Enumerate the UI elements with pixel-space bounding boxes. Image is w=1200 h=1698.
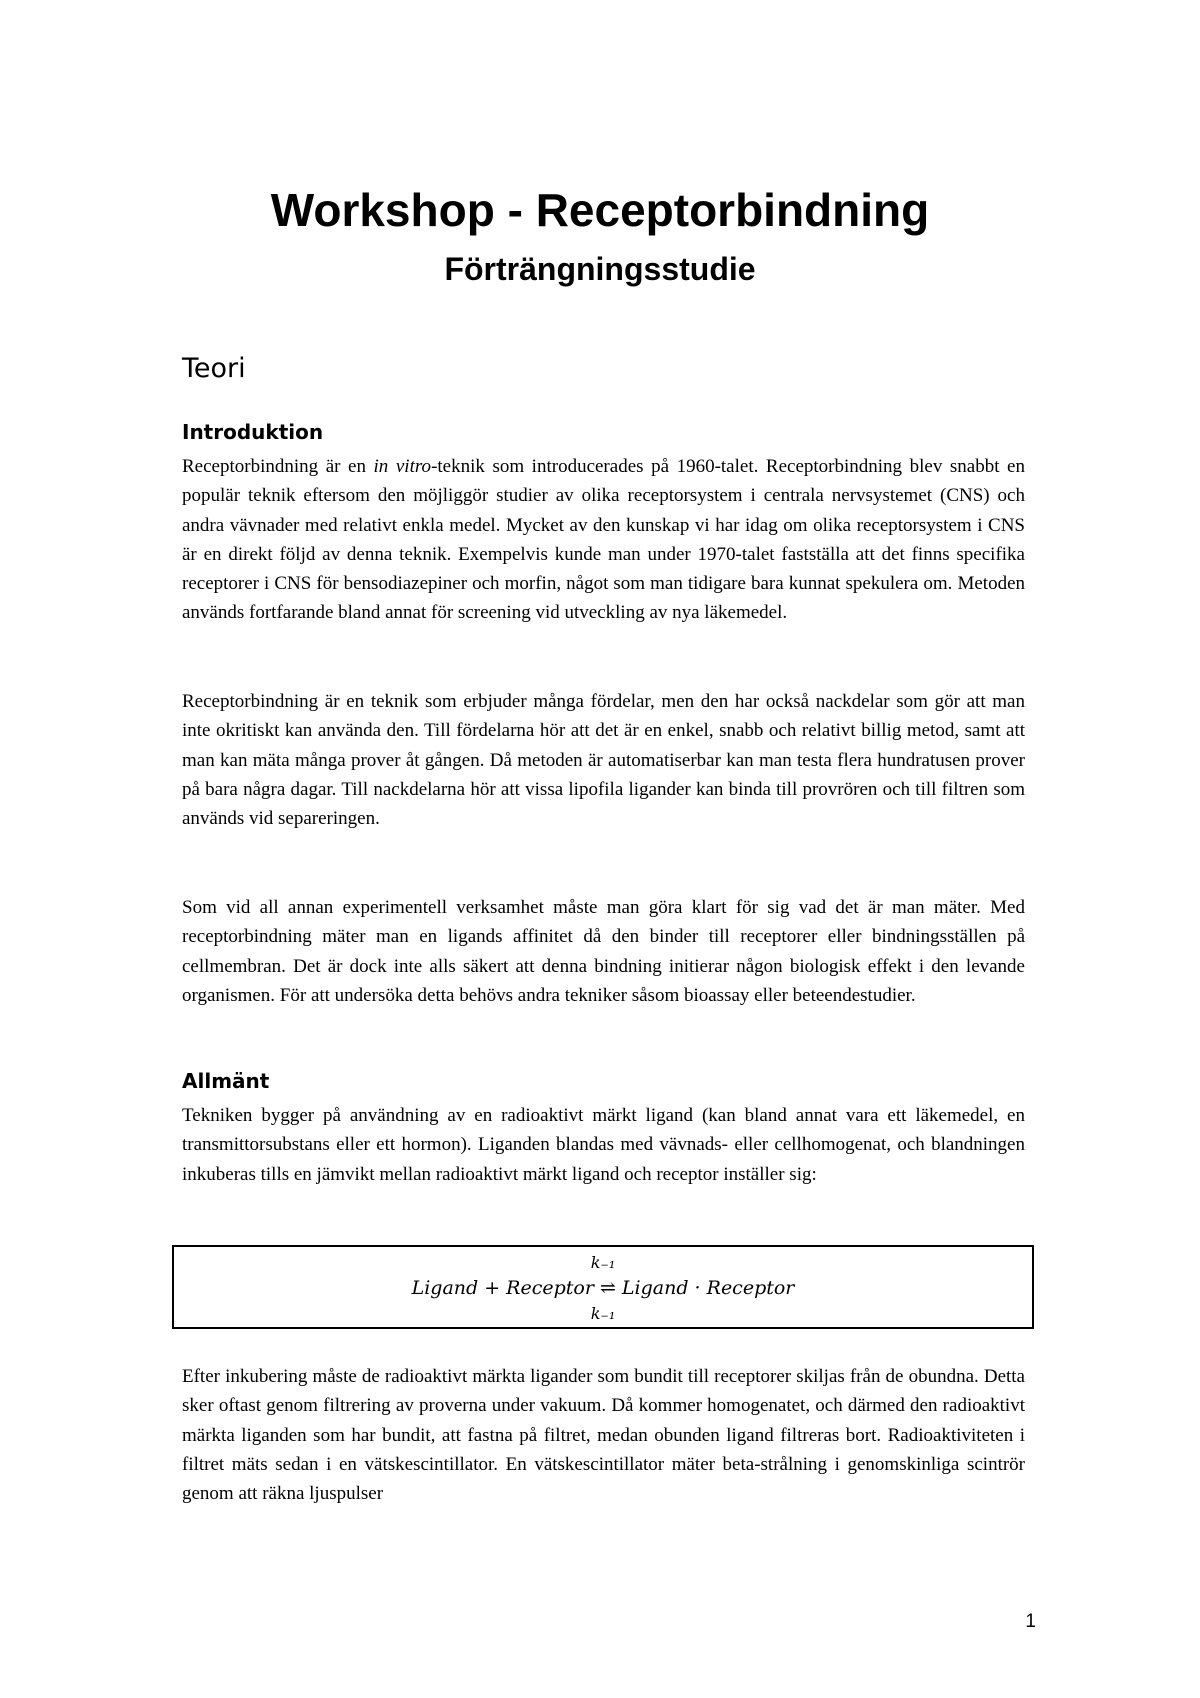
intro-paragraph-1 — [182, 452, 1025, 628]
section-heading-teori: Teori — [182, 353, 246, 384]
intro-paragraph-3: Som vid all annan experimentell verksamhet måste man göra klart för sig vad det är man mäter. Med receptorbindning mäter man en ligands affinitet då den binder till receptorer eller bindningsställen på cellmembran. Det är dock inte alls säkert att denna bindning initierar någon biologisk effekt i den levande organismen. För att undersöka detta behövs andra tekniker såsom bioassay eller beteendestudier. — [182, 897, 1025, 1006]
equation-box — [172, 1245, 1034, 1329]
equation-main: Ligand + Receptor ⇌ Ligand · Receptor — [411, 1277, 795, 1299]
general-paragraph-2: Efter inkubering måste de radioaktivt märkta ligander som bundit till receptorer skiljas från de obundna. Detta sker oftast genom filtrering av proverna under vakuum. Då kommer homogenatet, och därmed den radioaktivt märkta liganden som har bundit, att fastna på filtret, medan obunden ligand filtreras bort. Radioaktiviteten i filtret mäts sedan i en vätskescintillator. En vätskescintillator mäter beta-strålning i genomskinliga scintrör genom att räkna ljuspulser — [182, 1366, 1025, 1505]
equation-rate-top: k₋₁ — [590, 1253, 616, 1272]
intro-paragraph-2: Receptorbindning är en teknik som erbjuder många fördelar, men den har också nackdelar som gör att man inte okritiskt kan använda den. Till fördelarna hör att det är en enkel, snabb och relativt billig metod, samt att man kan mäta många prover åt gången. Då metoden är automatiserbar kan man testa flera hundratusen prover på bara några dagar. Till nackdelarna hör att vissa lipofila ligander kan binda till provrören och till filtren som används vid separeringen. — [182, 691, 1025, 830]
intro-p1-start: Receptorbindning är en — [182, 456, 374, 477]
page-number: 1 — [1025, 1611, 1036, 1632]
subheading-introduktion: Introduktion — [182, 420, 324, 444]
equation-rate-bottom: k₋₁ — [590, 1304, 616, 1323]
subheading-allmant: Allmänt — [182, 1069, 270, 1093]
document-subtitle: Förträngningsstudie — [444, 251, 756, 287]
intro-p1-end: -teknik som introducerades på 1960-talet. Receptorbindning blev snabbt en populär teknik eftersom den möjliggör studier av olika receptorsystem i centrala nervsystemet (CNS) och andra vävnader med relativt enkla medel. Mycket av den kunskap vi har idag om olika receptorsystem i CNS är en direkt följd av denna teknik. Exempelvis kunde man under 1970-talet fastställa att det finns specifika receptorer i CNS för bensodiazepiner och morfin, något som man tidigare bara kunnat spekulera om. Metoden används fortfarande bland annat för screening vid utveckling av nya läkemedel. — [182, 456, 1025, 624]
intro-p1-italic: in vitro — [373, 456, 432, 477]
general-paragraph-1: Tekniken bygger på användning av en radioaktivt märkt ligand (kan bland annat vara ett läkemedel, en transmittorsubstans eller ett hormon). Liganden blandas med vävnads- eller cellhomogenat, och blandningen inkuberas tills en jämvikt mellan radioaktivt märkt ligand och receptor inställer sig: — [182, 1105, 1025, 1185]
document-title: Workshop - Receptorbindning — [270, 184, 930, 236]
